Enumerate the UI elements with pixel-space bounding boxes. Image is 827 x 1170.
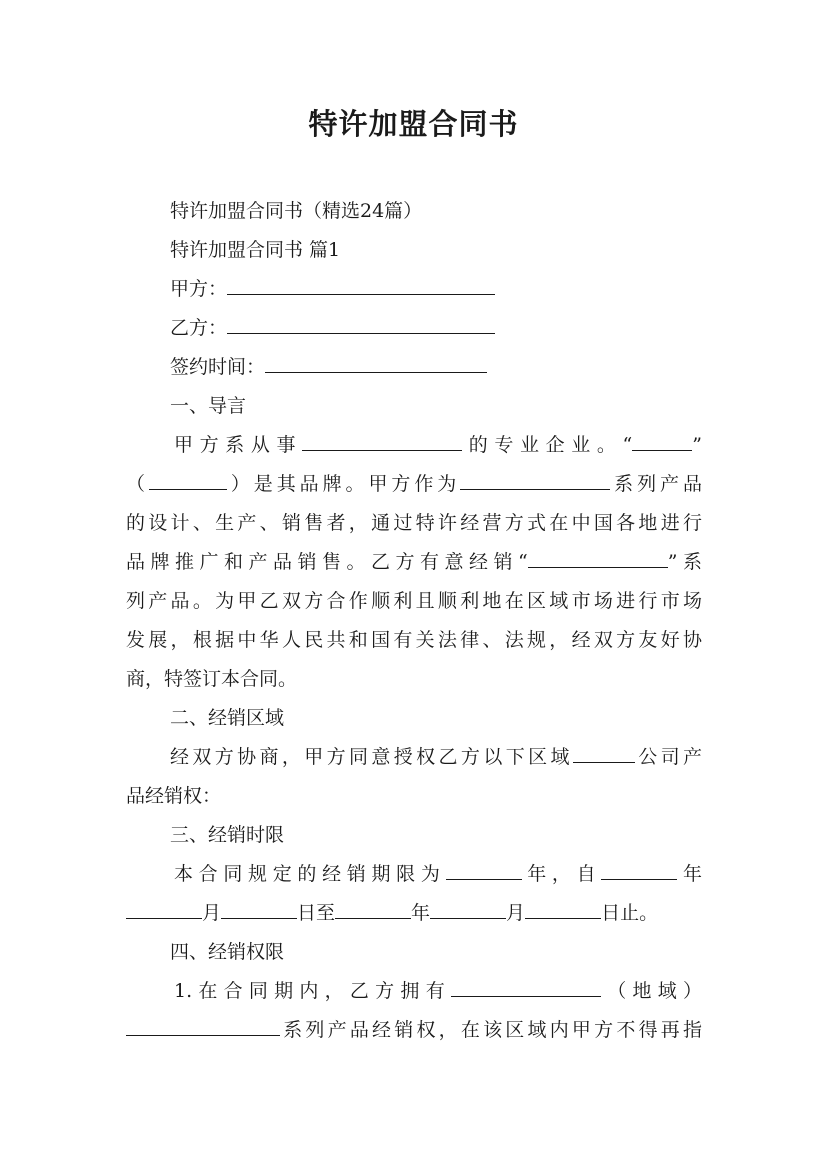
intro-text: 甲方系从事 xyxy=(174,434,303,456)
start-year-blank[interactable] xyxy=(601,860,677,880)
authority-text: 系列产品经销权，在该区域内甲方不得再指 xyxy=(280,1019,702,1041)
sign-time-label: 签约时间： xyxy=(170,356,266,378)
authority-line-2 xyxy=(126,1016,702,1044)
intro-line-6: 发展，根据中华人民共和国有关法律、法规，经双方友好协 xyxy=(126,629,702,651)
region-line-2: 品经销权： xyxy=(126,785,222,807)
party-b-blank[interactable] xyxy=(227,314,495,334)
party-a-label: 甲方： xyxy=(170,278,228,300)
intro-line-3: 的设计、生产、销售者，通过特许经营方式在中国各地进行 xyxy=(126,512,702,534)
intro-text: 系列产品 xyxy=(610,473,702,495)
end-day-blank[interactable] xyxy=(525,899,601,919)
region-blank[interactable] xyxy=(573,743,635,763)
intro-text: ” xyxy=(692,434,702,456)
sign-time-blank[interactable] xyxy=(265,353,487,373)
end-month-blank[interactable] xyxy=(430,899,506,919)
intro-line-7: 商，特签订本合同。 xyxy=(126,668,298,690)
end-year-blank[interactable] xyxy=(335,899,411,919)
term-years-blank[interactable] xyxy=(446,860,522,880)
brand-blank[interactable] xyxy=(632,431,692,451)
party-b-line xyxy=(170,314,702,342)
start-day-blank[interactable] xyxy=(221,899,297,919)
intro-line-1 xyxy=(174,431,702,459)
term-text: 日止。 xyxy=(601,902,659,924)
authority-text: 1.在合同期内，乙方拥有 xyxy=(174,980,451,1002)
region-text: 经双方协商，甲方同意授权乙方以下区域 xyxy=(170,746,573,768)
territory-blank[interactable] xyxy=(451,977,601,997)
term-text: 日至 xyxy=(297,902,336,924)
term-text: 年 xyxy=(677,863,702,885)
chapter-heading: 特许加盟合同书 篇1 xyxy=(170,239,341,261)
region-text: 公司产 xyxy=(634,746,702,768)
section-2-heading: 二、经销区域 xyxy=(170,707,285,729)
section-3-heading: 三、经销时限 xyxy=(170,824,285,846)
intro-text: （ xyxy=(126,473,149,495)
term-text: 月 xyxy=(202,902,222,924)
intro-line-2 xyxy=(126,470,702,498)
product-series-blank[interactable] xyxy=(460,470,610,490)
term-text: 月 xyxy=(506,902,526,924)
term-text: 年 xyxy=(411,902,431,924)
authority-series-blank[interactable] xyxy=(126,1016,280,1036)
subtitle: 特许加盟合同书（精选24篇） xyxy=(170,200,423,222)
term-line-1 xyxy=(174,860,702,888)
intro-line-4 xyxy=(126,548,702,576)
brand-name-blank[interactable] xyxy=(149,470,227,490)
section-4-heading: 四、经销权限 xyxy=(170,941,285,963)
business-blank[interactable] xyxy=(302,431,462,451)
sign-time-line xyxy=(170,353,702,381)
region-line-1 xyxy=(170,743,702,771)
intro-text: ”系 xyxy=(667,551,702,573)
intro-line-5: 列产品。为甲乙双方合作顺利且顺利地在区域市场进行市场 xyxy=(126,590,702,612)
intro-text: 品牌推广和产品销售。乙方有意经销“ xyxy=(126,551,528,573)
authority-line-1 xyxy=(174,977,702,1005)
term-text: 本合同规定的经销期限为 xyxy=(174,863,446,885)
term-line-2 xyxy=(126,899,702,927)
start-month-blank[interactable] xyxy=(126,899,202,919)
party-a-blank[interactable] xyxy=(227,275,495,295)
intro-text: ）是其品牌。甲方作为 xyxy=(226,473,461,495)
party-a-line xyxy=(170,275,702,303)
section-1-heading: 一、导言 xyxy=(170,395,247,417)
authority-text: （地域） xyxy=(600,980,702,1002)
dealer-series-blank[interactable] xyxy=(528,548,668,568)
intro-text: 的专业企业。“ xyxy=(462,434,633,456)
term-text: 年，自 xyxy=(521,863,602,885)
document-title: 特许加盟合同书 xyxy=(308,107,519,141)
party-b-label: 乙方： xyxy=(170,317,228,339)
